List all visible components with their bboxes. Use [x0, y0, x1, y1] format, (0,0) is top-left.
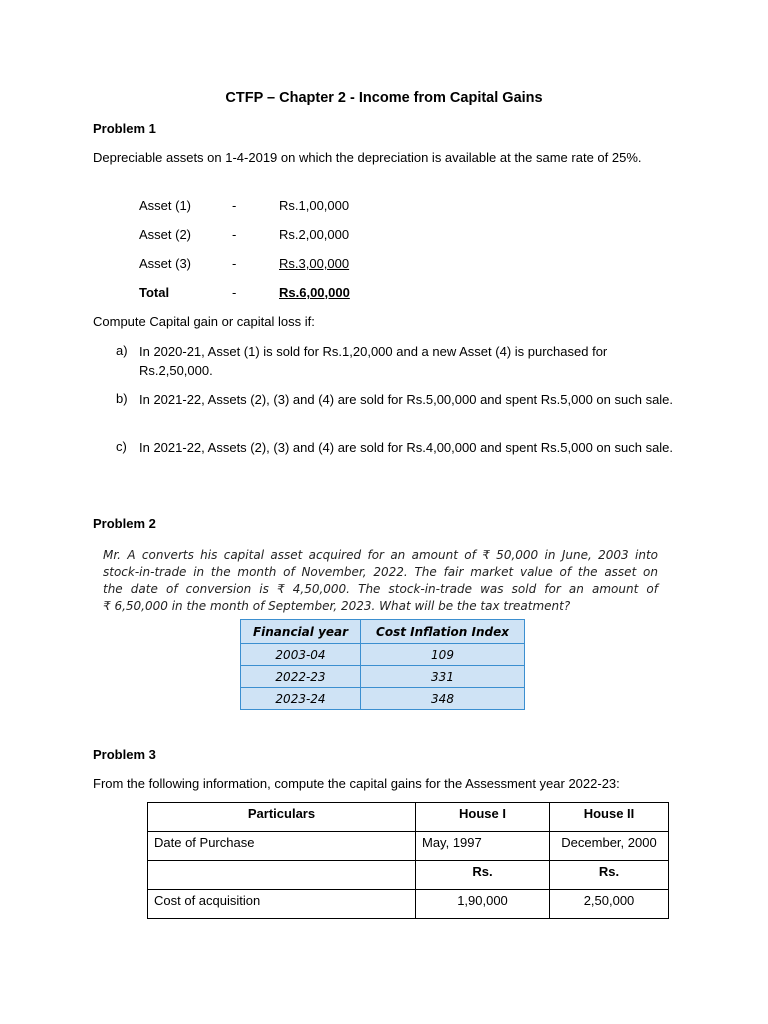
problem1-heading: Problem 1	[93, 121, 156, 136]
column-header: Financial year	[241, 620, 361, 644]
total-label: Total	[139, 285, 170, 300]
table-cell: 2022-23	[241, 666, 361, 688]
list-item-label: a)	[116, 343, 128, 358]
table-row	[148, 832, 669, 861]
list-item-text: In 2021-22, Assets (2), (3) and (4) are sold for Rs.5,00,000 and spent Rs.5,000 on such sale.	[139, 392, 674, 407]
table-cell: Cost of acquisition	[148, 890, 416, 919]
problem2-line: stock-in-trade in the month of November, 2022. The fair market value of the asset on	[103, 565, 658, 579]
table-header-row	[148, 803, 669, 832]
problem3-intro: From the following information, compute the capital gains for the Assessment year 2022-23:	[93, 776, 620, 791]
table-row	[241, 644, 525, 666]
table-row	[148, 861, 669, 890]
problem3-heading: Problem 3	[93, 747, 156, 762]
asset-dash: -	[232, 198, 237, 213]
problem2-line: Mr. A converts his capital asset acquired for an amount of ₹ 50,000 in June, 2003 into	[103, 548, 658, 562]
table-header-row	[241, 620, 525, 644]
cost-inflation-index-table	[240, 619, 525, 710]
list-item-label: c)	[116, 439, 127, 454]
asset-value: Rs.1,00,000	[279, 198, 350, 213]
asset-value: Rs.3,00,000	[279, 256, 350, 271]
list-item-text: In 2021-22, Assets (2), (3) and (4) are sold for Rs.4,00,000 and spent Rs.5,000 on such sale.	[139, 440, 674, 455]
table-cell: 2023-24	[241, 688, 361, 710]
column-header: House I	[416, 803, 550, 832]
table-cell: 2003-04	[241, 644, 361, 666]
table-cell: Date of Purchase	[148, 832, 416, 861]
problem2-line: ₹ 6,50,000 in the month of September, 2023. What will be the tax treatment?	[103, 599, 571, 613]
table-cell: Rs.	[550, 861, 669, 890]
problem1-question: Compute Capital gain or capital loss if:	[93, 314, 315, 329]
problem2-statement	[103, 547, 658, 615]
column-header: House II	[550, 803, 669, 832]
table-cell: Rs.	[416, 861, 550, 890]
table-cell: 1,90,000	[416, 890, 550, 919]
table-cell: December, 2000	[550, 832, 669, 861]
page-title: CTFP – Chapter 2 - Income from Capital Gains	[225, 90, 543, 106]
asset-value: Rs.2,00,000	[279, 227, 350, 242]
house-table	[147, 802, 669, 919]
problem2-heading: Problem 2	[93, 516, 156, 531]
table-cell: May, 1997	[416, 832, 550, 861]
asset-name: Asset (2)	[139, 227, 192, 242]
asset-name: Asset (3)	[139, 256, 192, 271]
asset-dash: -	[232, 256, 237, 271]
table-cell	[148, 861, 416, 890]
table-cell: 331	[361, 666, 525, 688]
table-row	[241, 666, 525, 688]
list-item-text: In 2020-21, Asset (1) is sold for Rs.1,20,000 and a new Asset (4) is purchased for Rs.2,50,000.	[139, 344, 608, 378]
table-cell: 109	[361, 644, 525, 666]
asset-name: Asset (1)	[139, 198, 192, 213]
asset-dash: -	[232, 285, 237, 300]
table-row	[148, 890, 669, 919]
column-header: Cost Inflation Index	[361, 620, 525, 644]
table-row	[241, 688, 525, 710]
asset-dash: -	[232, 227, 237, 242]
table-cell: 348	[361, 688, 525, 710]
total-value: Rs.6,00,000	[279, 285, 350, 300]
problem1-intro: Depreciable assets on 1-4-2019 on which the depreciation is available at the same rate of 25%.	[93, 150, 642, 165]
problem2-line: the date of conversion is ₹ 4,50,000. The stock-in-trade was sold for an amount of	[103, 582, 658, 596]
list-item-label: b)	[116, 391, 128, 406]
column-header: Particulars	[148, 803, 416, 832]
table-cell: 2,50,000	[550, 890, 669, 919]
